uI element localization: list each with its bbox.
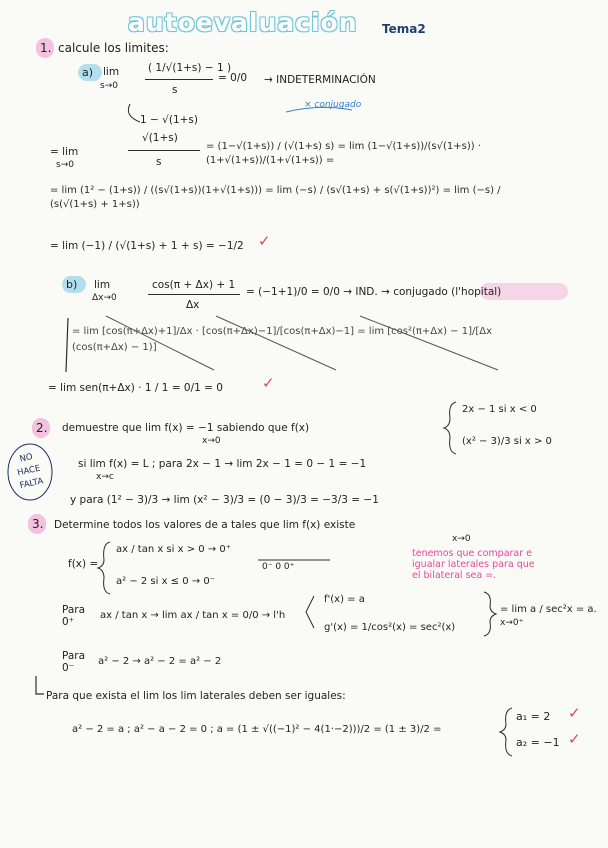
ex3-para2: Para 0⁻ (62, 650, 86, 674)
ex1-prompt: calcule los limites: (58, 41, 169, 55)
ex3-para1-expr: ax / tan x → lim ax / tan x = 0/0 → l'h (100, 610, 286, 621)
ex3-conclusion: Para que exista el lim los lim laterales deben ser iguales: (46, 690, 346, 702)
ex1b-result: = lim sen(π+Δx) · 1 / 1 = 0/1 = 0 (48, 382, 223, 394)
ex1a-check: ✓ (258, 232, 271, 250)
ex1a-l2-den: s (156, 156, 162, 168)
ex3-fdef: f(x) = (68, 558, 99, 570)
ex1a-l2-num-mid: √(1+s) (142, 132, 178, 144)
ex1a-line3: = lim (1² − (1+s)) / ((s√(1+s))(1+√(1+s))) = lim (−s) / (s√(1+s) + s(√(1+s))²) = lim (−s) / (s(√(1+s) + 1+s)) (50, 185, 501, 210)
ex3-number: 3. (32, 517, 44, 531)
ex1a-l2-num-top: 1 − √(1+s) (140, 114, 198, 126)
ex1b-eq: = (−1+1)/0 = 0/0 → IND. → conjugado (l'hopital) (246, 286, 502, 298)
ex1b-numerator: cos(π + Δx) + 1 (152, 279, 236, 291)
ex2-line1: si lim f(x) = L ; para 2x − 1 → lim 2x − 1 = 0 − 1 = −1 (78, 458, 367, 470)
ex2-lim-sub: x→0 (202, 436, 221, 446)
ex2-piece2: (x² − 3)/3 si x > 0 (462, 436, 552, 447)
ex2-line2: y para (1² − 3)/3 → lim (x² − 3)/3 = (0 − 3)/3 = −3/3 = −1 (70, 494, 379, 506)
tema-label: Tema2 (382, 22, 426, 36)
ex3-deriv-sub: x→0⁺ (500, 618, 524, 628)
cross-out-line (106, 316, 214, 370)
ex1b-lim-sub: Δx→0 (92, 293, 117, 303)
ex3-prompt: Determine todos los valores de a tales que lim f(x) existe (54, 519, 356, 531)
ex1a-label: a) (82, 66, 94, 79)
margin-note-circle (8, 444, 52, 500)
ex2-piece1: 2x − 1 si x < 0 (462, 404, 537, 415)
ex2-prompt: demuestre que lim f(x) = −1 sabiendo que f(x) (62, 422, 310, 434)
ex1a-line2: = (1−√(1+s)) / (√(1+s) s) = lim (1−√(1+s))/(s√(1+s)) · (1+√(1+s))/(1+√(1+s)) = (206, 141, 482, 166)
ex1a-numerator: ( 1/√(1+s) − 1 ) (148, 62, 232, 74)
conjugado-arrow (286, 107, 352, 112)
ex1b-crossed: = lim [cos(π+Δx)+1]/Δx · [cos(π+Δx)−1]/[cos(π+Δx)−1] = lim [cos²(π+Δx) − 1]/[Δx (cos(π+Δx) − 1)] (72, 326, 492, 353)
ex1a-line4: = lim (−1) / (√(1+s) + 1 + s) = −1/2 (50, 240, 244, 252)
ex1a-indeterminacion: → INDETERMINACIÓN (264, 74, 376, 86)
ex1b-label: b) (66, 278, 78, 291)
no-hace-falta-note: NO HACE FALTA (16, 452, 45, 492)
ex3-note: tenemos que comparar e igualar laterales para que el bilateral sea =. (412, 548, 535, 581)
bracket-line (66, 318, 68, 372)
ex3-lim-sub: x→0 (452, 534, 471, 544)
ex3-axis: 0⁻ 0 0⁺ (262, 562, 295, 572)
piecewise-brace (444, 402, 456, 454)
ex3-check-2: ✓ (568, 730, 581, 748)
conjugado-note: × conjugado (304, 100, 362, 110)
ex3-piece1: ax / tan x si x > 0 → 0⁺ (116, 544, 231, 555)
ex1b-denominator: Δx (186, 299, 200, 311)
ex1-number: 1. (40, 41, 52, 55)
conclusion-arrow (36, 676, 44, 694)
ex1a-l2-sub: s→0 (56, 160, 74, 170)
ex1b-check: ✓ (262, 374, 275, 392)
ex3-para1: Para 0⁺ (62, 604, 86, 628)
piecewise-brace (98, 542, 110, 594)
ex3-piece2: a² − 2 si x ≤ 0 → 0⁻ (116, 576, 215, 587)
ex1a-lim-sub: s→0 (100, 81, 118, 91)
ex3-a1: a₁ = 2 (516, 710, 551, 723)
page-title: autoevaluación (128, 8, 358, 37)
ex2-line1-sub: x→c (96, 472, 114, 482)
ex3-deriv1: f'(x) = a (324, 594, 365, 605)
cross-out-line (360, 316, 498, 370)
ex1a-lim: lim (103, 66, 120, 78)
cross-out-line (216, 316, 336, 370)
ex1a-denominator: s (172, 84, 178, 96)
ex3-deriv-result: = lim a / sec²x = a. (500, 604, 597, 615)
ex3-check-1: ✓ (568, 704, 581, 722)
ex1b-lim: lim (94, 279, 111, 291)
ex2-number: 2. (36, 421, 48, 435)
ex1a-l2-left: = lim (50, 146, 79, 158)
ex3-solve: a² − 2 = a ; a² − a − 2 = 0 ; a = (1 ± √((−1)² − 4(1·−2)))/2 = (1 ± 3)/2 = (72, 724, 442, 735)
ex3-deriv2: g'(x) = 1/cos²(x) = sec²(x) (324, 622, 456, 633)
ex3-a2: a₂ = −1 (516, 736, 560, 749)
closing-brace (484, 592, 496, 636)
hook-arrow (128, 104, 140, 122)
ex3-para2-expr: a² − 2 → a² − 2 = a² − 2 (98, 656, 222, 667)
ex1a-eq-frac: = 0/0 (218, 72, 248, 84)
solutions-brace (500, 708, 512, 756)
derivative-brace (306, 596, 314, 628)
